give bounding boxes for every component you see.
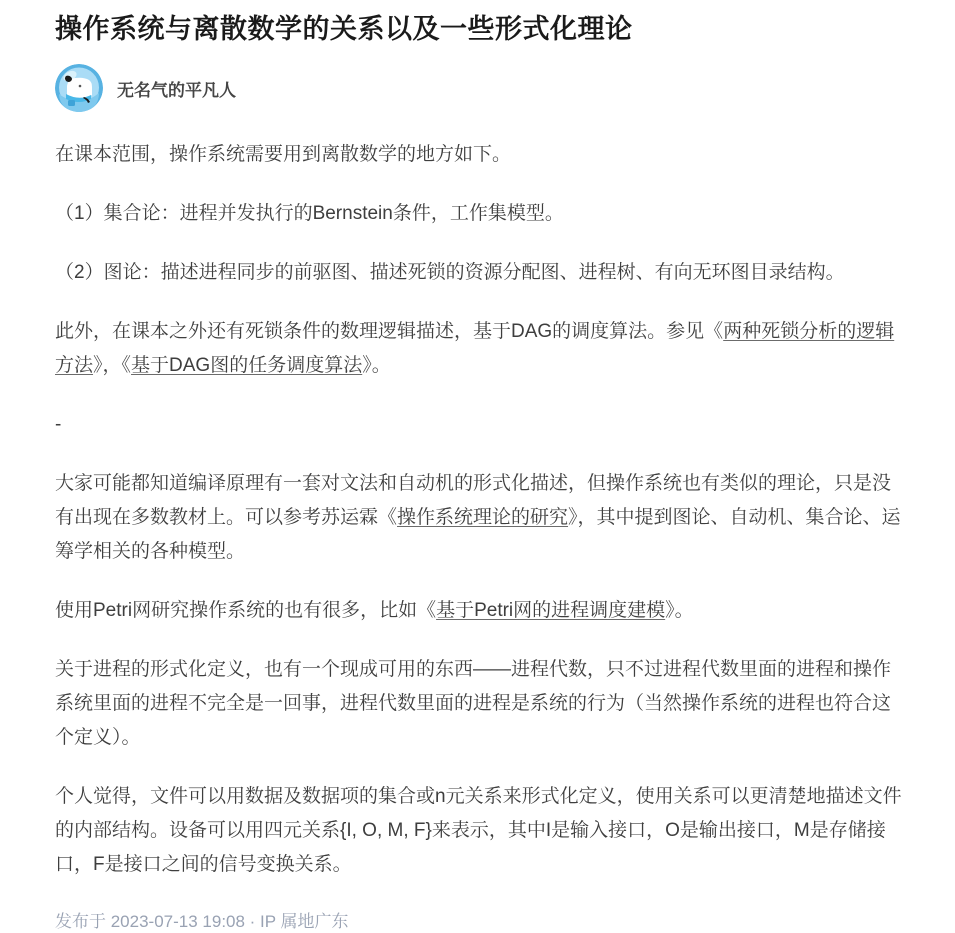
article-text: （1）集合论：进程并发执行的Bernstein条件，工作集模型。 (55, 203, 564, 224)
article-link[interactable]: 操作系统理论的研究 (397, 507, 569, 528)
article-text: - (55, 414, 62, 435)
article-text: 》。 (665, 600, 694, 621)
article-text: 》，其中提到图论、自动机、集合论、运筹学相关的各种模型。 (55, 507, 901, 562)
article-text: 在课本范围，操作系统需要用到离散数学的地方如下。 (55, 144, 512, 165)
article-text: 》。 (362, 355, 391, 376)
article-paragraph (55, 653, 907, 755)
article-body (55, 138, 907, 882)
article-paragraph (55, 408, 907, 442)
article-text: 此外，在课本之外还有死锁条件的数理逻辑描述，基于DAG的调度算法。参见《 (55, 321, 724, 342)
article-text: 大家可能都知道编译原理有一套对文法和自动机的形式化描述，但操作系统也有类似的理论，只是没有出现在多数教材上。可以参考苏运霖《 (55, 473, 892, 528)
author-name[interactable]: 无名气的平凡人 (117, 80, 236, 100)
article-link[interactable]: 基于DAG图的任务调度算法 (131, 355, 363, 376)
page-title: 操作系统与离散数学的关系以及一些形式化理论 (55, 14, 633, 44)
author-row (55, 64, 907, 112)
article-paragraph (55, 780, 907, 882)
article-text: 关于进程的形式化定义，也有一个现成可用的东西——进程代数，只不过进程代数里面的进程和操作系统里面的进程不完全是一回事，进程代数里面的进程是系统的行为（当然操作系统的进程也符合这个定义）。 (55, 659, 892, 748)
article-paragraph (55, 197, 907, 231)
article-paragraph (55, 315, 907, 383)
article-link[interactable]: 两种死锁分析的逻辑方法 (55, 321, 895, 376)
article-link[interactable]: 基于Petri网的进程调度建模 (436, 600, 666, 621)
article-paragraph (55, 256, 907, 290)
article-paragraph (55, 594, 907, 628)
article-text: 个人觉得，文件可以用数据及数据项的集合或n元关系来形式化定义，使用关系可以更清楚地描述文件的内部结构。设备可以用四元关系{I, O, M, F}来表示，其中I是输入接口，O是输出接口，M是存储接口，F是接口之间的信号变换关系。 (55, 786, 902, 875)
article-text: 使用Petri网研究操作系统的也有很多，比如《 (55, 600, 437, 621)
article-paragraph (55, 138, 907, 172)
article-text: （2）图论：描述进程同步的前驱图、描述死锁的资源分配图、进程树、有向无环图目录结构。 (55, 262, 845, 283)
author-avatar[interactable] (55, 64, 103, 112)
article-paragraph (55, 467, 907, 569)
dog-avatar-icon (55, 64, 103, 112)
publish-info: 发布于 2023-07-13 19:08 · IP 属地广东 (55, 912, 349, 931)
article-text: 》，《 (93, 355, 132, 376)
